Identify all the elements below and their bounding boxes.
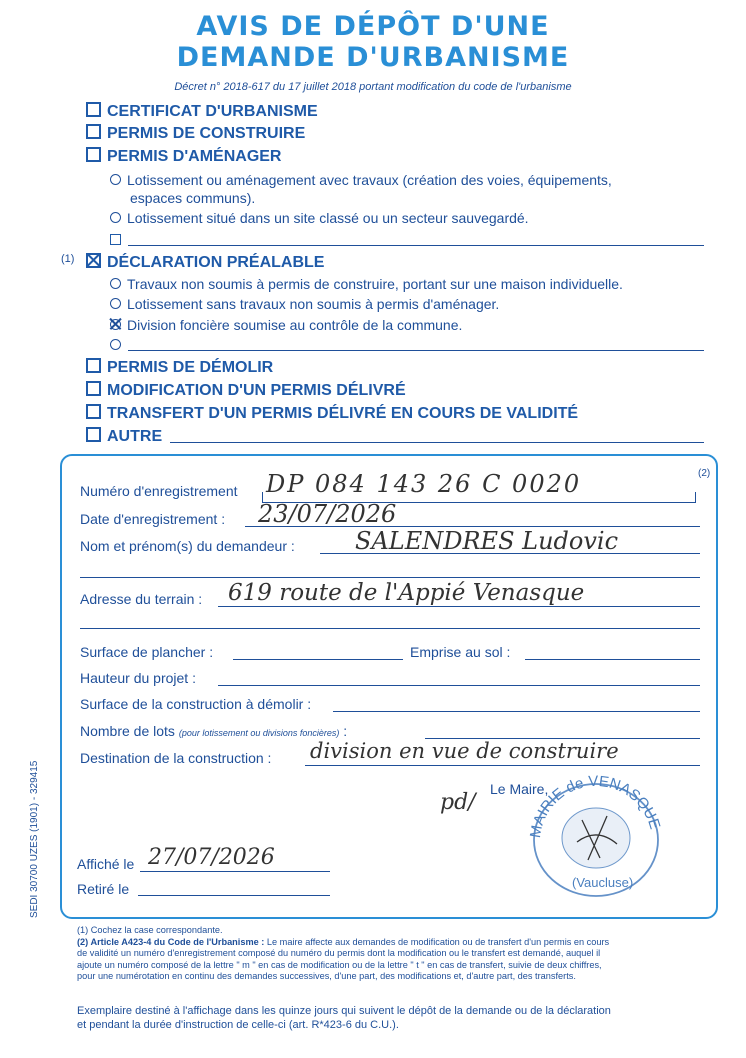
checkbox-icon[interactable] xyxy=(86,102,101,117)
option-declaration-prealable[interactable]: DÉCLARATION PRÉALABLE xyxy=(86,253,324,272)
affiche-label: Affiché le xyxy=(77,856,135,872)
decl-sub-1[interactable]: Travaux non soumis à permis de construire, portant sur une maison individuelle. xyxy=(110,276,623,292)
emprise-line[interactable] xyxy=(525,659,700,660)
nom-value: SALENDRES Ludovic xyxy=(355,527,619,555)
nom-line-2 xyxy=(80,577,700,578)
surface-line[interactable] xyxy=(233,659,403,660)
footnote-marker-1: (1) xyxy=(61,253,75,265)
surface-label: Surface de plancher : xyxy=(80,644,214,660)
affiche-value: 27/07/2026 xyxy=(148,845,275,870)
autre-line xyxy=(170,442,704,443)
footnotes xyxy=(77,925,717,983)
num-value: DP 084 143 26 C 0020 xyxy=(266,470,582,498)
decl-sub-3[interactable]: Division foncière soumise au contrôle de la commune. xyxy=(110,317,462,333)
lots-label-group: Nombre de lots (pour lotissement ou divisions foncières) : xyxy=(80,723,348,739)
hauteur-line[interactable] xyxy=(218,685,700,686)
demolir-label: Surface de la construction à démolir : xyxy=(80,696,312,712)
amenager-sub-1[interactable]: Lotissement ou aménagement avec travaux (création des voies, équipements, xyxy=(110,172,612,188)
checkbox-icon[interactable] xyxy=(86,381,101,396)
amenager-sub-2[interactable]: Lotissement situé dans un site classé ou un secteur sauvegardé. xyxy=(110,210,529,226)
checkbox-icon[interactable] xyxy=(86,147,101,162)
title-line-1: AVIS DE DÉPÔT D'UNE xyxy=(196,11,550,42)
option-autre[interactable]: AUTRE xyxy=(86,427,162,446)
demolir-line[interactable] xyxy=(333,711,700,712)
footer-line-2: et pendant la durée d'instruction de celle-ci (art. R*423-6 du C.U.). xyxy=(77,1019,399,1031)
retire-line[interactable] xyxy=(138,895,330,896)
note-1: (1) Cochez la case correspondante. xyxy=(77,925,223,935)
nom-label: Nom et prénom(s) du demandeur : xyxy=(80,538,295,554)
note-2-line-4: pour une numérotation en continu des demandes successives, d'une part, des modifications et, d'autre part, des transferts. xyxy=(77,971,576,981)
destination-label: Destination de la construction : xyxy=(80,750,272,766)
title-line-2: DEMANDE D'URBANISME xyxy=(176,42,570,73)
footer-notice xyxy=(77,1004,727,1032)
affiche-line[interactable] xyxy=(140,871,330,872)
adresse-line-2 xyxy=(80,628,700,629)
stamp-text-bottom: (Vaucluse) xyxy=(572,875,634,890)
footer-line-1: Exemplaire destiné à l'affichage dans les quinze jours qui suivent le dépôt de la demande ou de la déclaration xyxy=(77,1005,611,1017)
option-transfert[interactable]: TRANSFERT D'UN PERMIS DÉLIVRÉ EN COURS DE VALIDITÉ xyxy=(86,404,578,423)
checkbox-checked-icon[interactable] xyxy=(86,253,101,268)
note-2-line-1: (2) Article A423-4 du Code de l'Urbanisme : Le maire affecte aux demandes de modification ou de transfert d'un permis en cours xyxy=(77,936,610,947)
stamp-text-top: MAIRIE de VENASQUE xyxy=(526,772,664,840)
adresse-label: Adresse du terrain : xyxy=(80,591,203,607)
radio-icon[interactable] xyxy=(110,212,121,223)
amenager-sub-other[interactable] xyxy=(110,231,127,249)
decl-sub-2[interactable]: Lotissement sans travaux non soumis à permis d'aménager. xyxy=(110,296,499,312)
amenager-sub-1-cont: espaces communs). xyxy=(130,190,256,206)
mairie-stamp xyxy=(522,772,670,900)
hauteur-label: Hauteur du projet : xyxy=(80,670,196,686)
checkbox-icon[interactable] xyxy=(86,404,101,419)
side-print-code: SEDI 30700 UZES (1901) - 329415 xyxy=(29,760,40,918)
option-modification[interactable]: MODIFICATION D'UN PERMIS DÉLIVRÉ xyxy=(86,381,406,400)
radio-icon[interactable] xyxy=(110,278,121,289)
destination-value: division en vue de construire xyxy=(310,739,619,763)
radio-checked-icon[interactable] xyxy=(110,319,121,330)
option-permis-amenager[interactable]: PERMIS D'AMÉNAGER xyxy=(86,147,281,166)
amenager-other-line xyxy=(128,245,704,246)
date-value: 23/07/2026 xyxy=(258,500,397,528)
radio-icon[interactable] xyxy=(110,298,121,309)
option-permis-demolir[interactable]: PERMIS DE DÉMOLIR xyxy=(86,358,273,377)
note-2-line-3: ajoute un numéro composé de la lettre " m " en cas de modification ou de la lettre " t " en cas de transfert, suivie de deux chiffres, xyxy=(77,959,602,970)
decl-sub-other[interactable] xyxy=(110,337,127,355)
checkbox-icon[interactable] xyxy=(110,234,121,245)
note-2-line-2: de validité un numéro d'enregistrement composé du numéro du permis dont la modification ou le transfert est demandé, auquel il xyxy=(77,948,601,958)
option-certificat[interactable]: CERTIFICAT D'URBANISME xyxy=(86,102,318,121)
maire-label: Le Maire, xyxy=(490,781,549,797)
destination-line[interactable] xyxy=(305,765,700,766)
radio-icon[interactable] xyxy=(110,339,121,350)
checkbox-icon[interactable] xyxy=(86,358,101,373)
num-label: Numéro d'enregistrement xyxy=(80,483,238,499)
checkbox-icon[interactable] xyxy=(86,124,101,139)
adresse-line[interactable] xyxy=(218,606,700,607)
pd-signature: pd/ xyxy=(440,790,476,815)
decl-other-line xyxy=(128,350,704,351)
emprise-label: Emprise au sol : xyxy=(410,644,511,660)
footnote-marker-2: (2) xyxy=(698,468,711,479)
checkbox-icon[interactable] xyxy=(86,427,101,442)
decret-subtitle: Décret n° 2018-617 du 17 juillet 2018 portant modification du code de l'urbanisme xyxy=(174,81,572,93)
radio-icon[interactable] xyxy=(110,174,121,185)
adresse-value: 619 route de l'Appié Venasque xyxy=(228,580,585,606)
option-permis-construire[interactable]: PERMIS DE CONSTRUIRE xyxy=(86,124,305,143)
date-label: Date d'enregistrement : xyxy=(80,511,226,527)
retire-label: Retiré le xyxy=(77,881,130,897)
